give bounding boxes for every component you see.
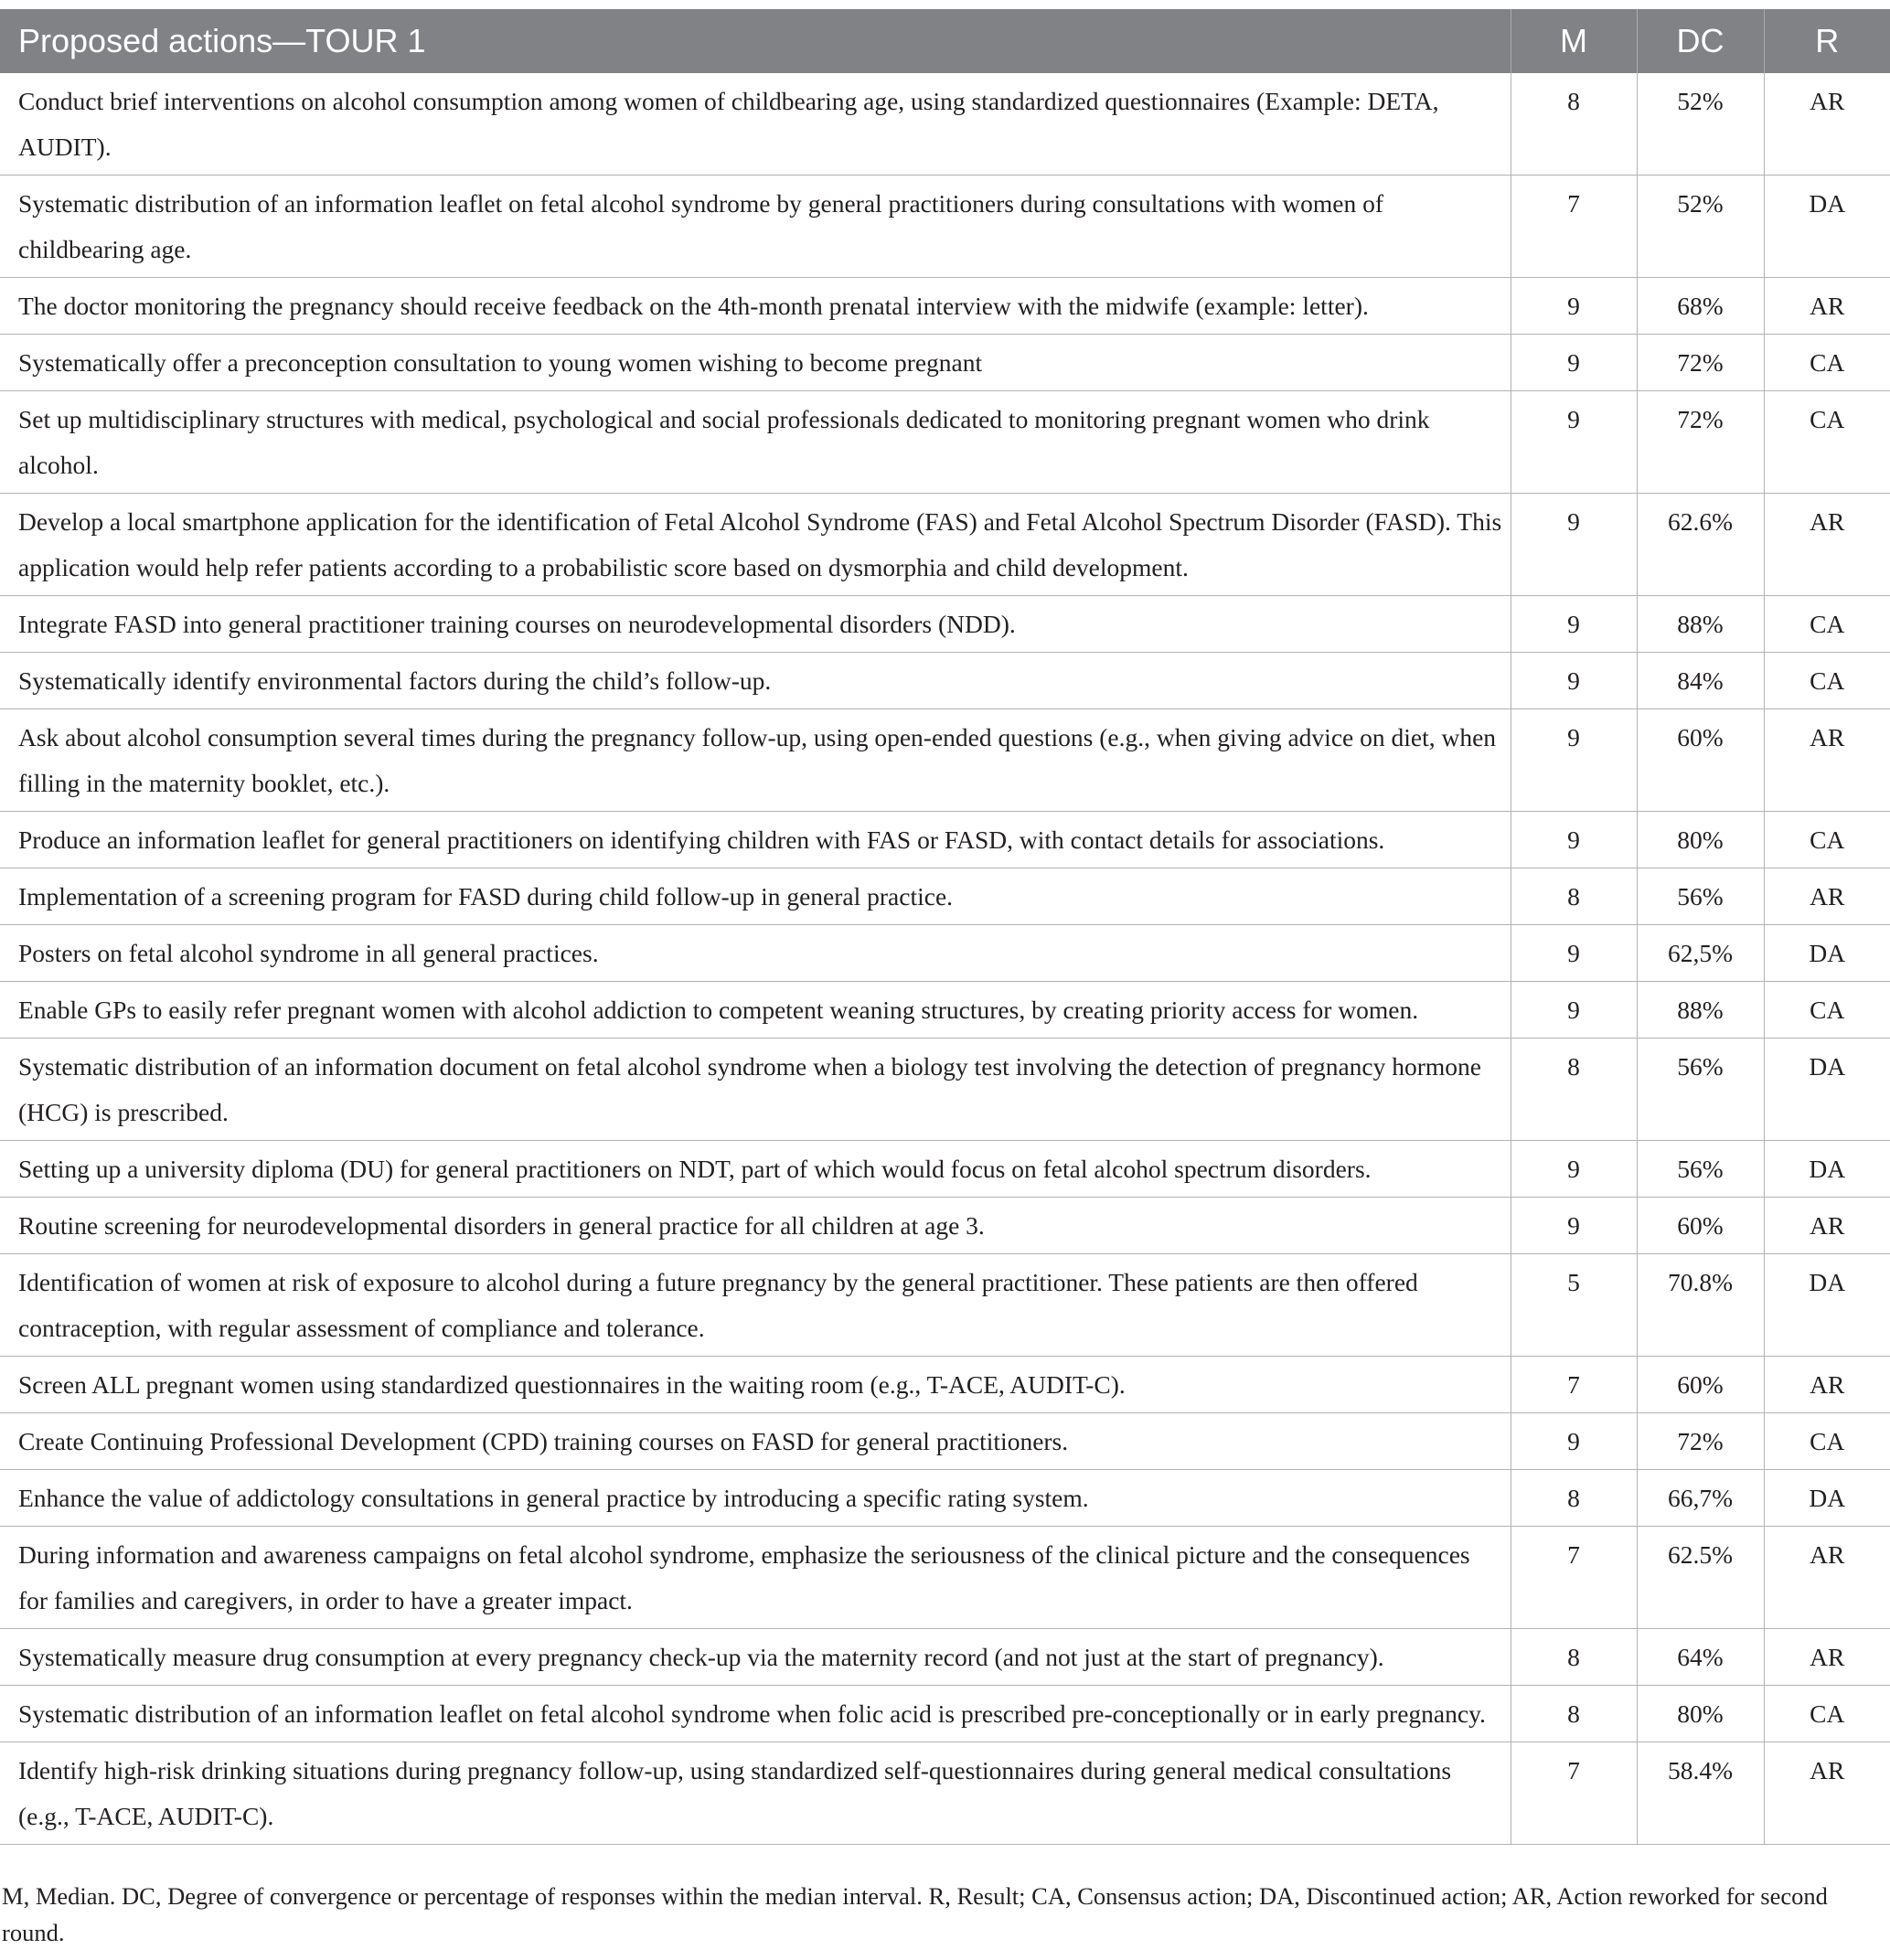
median-cell: 9 [1511,1198,1637,1254]
result-cell: AR [1764,1198,1890,1254]
action-cell: Systematic distribution of an information leaflet on fetal alcohol syndrome when folic acid is prescribed pre-conceptionally or in early pregnancy. [0,1686,1511,1742]
table-row [0,1629,1890,1686]
result-cell: CA [1764,335,1890,391]
table-row [0,868,1890,925]
convergence-cell: 68% [1637,278,1764,335]
table-header-row [0,9,1890,73]
convergence-cell: 62.5% [1637,1527,1764,1629]
action-cell: Systematic distribution of an information document on fetal alcohol syndrome when a biology test involving the detection of pregnancy hormone (HCG) is prescribed. [0,1039,1511,1141]
median-cell: 9 [1511,1413,1637,1470]
table-row [0,278,1890,335]
convergence-cell: 72% [1637,391,1764,494]
convergence-cell: 70.8% [1637,1254,1764,1357]
convergence-cell: 60% [1637,1198,1764,1254]
table-row [0,1470,1890,1527]
header-degree-of-convergence: DC [1637,9,1764,73]
result-cell: AR [1764,1742,1890,1845]
action-cell: During information and awareness campaigns on fetal alcohol syndrome, emphasize the seriousness of the clinical picture and the consequences for families and caregivers, in order to have a greater impact. [0,1527,1511,1629]
table-row [0,653,1890,709]
action-cell: Enhance the value of addictology consultations in general practice by introducing a specific rating system. [0,1470,1511,1527]
header-result: R [1764,9,1890,73]
median-cell: 8 [1511,1470,1637,1527]
action-cell: Integrate FASD into general practitioner training courses on neurodevelopmental disorders (NDD). [0,596,1511,653]
action-cell: Enable GPs to easily refer pregnant women with alcohol addiction to competent weaning structures, by creating priority access for women. [0,982,1511,1039]
action-cell: Identify high-risk drinking situations during pregnancy follow-up, using standardized self-questionnaires during general medical consultations (e.g., T-ACE, AUDIT-C). [0,1742,1511,1845]
result-cell: CA [1764,1413,1890,1470]
median-cell: 9 [1511,812,1637,868]
result-cell: AR [1764,1357,1890,1413]
convergence-cell: 80% [1637,812,1764,868]
result-cell: CA [1764,982,1890,1039]
result-cell: AR [1764,709,1890,812]
result-cell: DA [1764,1254,1890,1357]
proposed-actions-table [0,9,1890,1845]
table-row [0,1039,1890,1141]
median-cell: 9 [1511,982,1637,1039]
convergence-cell: 84% [1637,653,1764,709]
result-cell: AR [1764,494,1890,596]
result-cell: CA [1764,596,1890,653]
result-cell: CA [1764,1686,1890,1742]
median-cell: 9 [1511,278,1637,335]
median-cell: 9 [1511,494,1637,596]
result-cell: AR [1764,73,1890,176]
results-table-container [0,9,1890,1845]
action-cell: Routine screening for neurodevelopmental disorders in general practice for all children at age 3. [0,1198,1511,1254]
convergence-cell: 66,7% [1637,1470,1764,1527]
median-cell: 7 [1511,1742,1637,1845]
convergence-cell: 56% [1637,868,1764,925]
median-cell: 8 [1511,73,1637,176]
table-row [0,1413,1890,1470]
action-cell: Systematically identify environmental factors during the child’s follow-up. [0,653,1511,709]
action-cell: Posters on fetal alcohol syndrome in all general practices. [0,925,1511,982]
median-cell: 9 [1511,709,1637,812]
result-cell: CA [1764,391,1890,494]
table-row [0,73,1890,176]
action-cell: The doctor monitoring the pregnancy should receive feedback on the 4th-month prenatal interview with the midwife (example: letter). [0,278,1511,335]
median-cell: 9 [1511,1141,1637,1198]
table-row [0,1141,1890,1198]
action-cell: Create Continuing Professional Development (CPD) training courses on FASD for general practitioners. [0,1413,1511,1470]
action-cell: Systematically measure drug consumption at every pregnancy check-up via the maternity record (and not just at the start of pregnancy). [0,1629,1511,1686]
action-cell: Implementation of a screening program for FASD during child follow-up in general practice. [0,868,1511,925]
convergence-cell: 60% [1637,1357,1764,1413]
convergence-cell: 80% [1637,1686,1764,1742]
action-cell: Develop a local smartphone application for the identification of Fetal Alcohol Syndrome (FAS) and Fetal Alcohol Spectrum Disorder (FASD). This application would help refer patients according to a probabilistic score based on dysmorphia and child development. [0,494,1511,596]
action-cell: Identification of women at risk of exposure to alcohol during a future pregnancy by the general practitioner. These patients are then offered contraception, with regular assessment of compliance and tolerance. [0,1254,1511,1357]
convergence-cell: 88% [1637,982,1764,1039]
table-row [0,391,1890,494]
median-cell: 5 [1511,1254,1637,1357]
table-footnote: M, Median. DC, Degree of convergence or percentage of responses within the median interval. R, Result; CA, Consensus action; DA, Discontinued action; AR, Action reworked for second round. [2,1882,1828,1946]
action-cell: Ask about alcohol consumption several times during the pregnancy follow-up, using open-ended questions (e.g., when giving advice on diet, when filling in the maternity booklet, etc.). [0,709,1511,812]
median-cell: 9 [1511,653,1637,709]
convergence-cell: 62,5% [1637,925,1764,982]
action-cell: Systematic distribution of an information leaflet on fetal alcohol syndrome by general practitioners during consultations with women of childbearing age. [0,176,1511,278]
convergence-cell: 52% [1637,176,1764,278]
action-cell: Conduct brief interventions on alcohol consumption among women of childbearing age, using standardized questionnaires (Example: DETA, AUDIT). [0,73,1511,176]
table-row [0,1357,1890,1413]
median-cell: 8 [1511,1039,1637,1141]
table-row [0,1686,1890,1742]
action-cell: Produce an information leaflet for general practitioners on identifying children with FAS or FASD, with contact details for associations. [0,812,1511,868]
result-cell: DA [1764,176,1890,278]
median-cell: 7 [1511,1527,1637,1629]
median-cell: 9 [1511,391,1637,494]
median-cell: 8 [1511,1629,1637,1686]
table-row [0,1198,1890,1254]
result-cell: DA [1764,925,1890,982]
table-row [0,982,1890,1039]
result-cell: DA [1764,1470,1890,1527]
convergence-cell: 62.6% [1637,494,1764,596]
convergence-cell: 60% [1637,709,1764,812]
convergence-cell: 88% [1637,596,1764,653]
table-row [0,335,1890,391]
convergence-cell: 72% [1637,1413,1764,1470]
table-row [0,812,1890,868]
header-median: M [1511,9,1637,73]
table-row [0,1254,1890,1357]
median-cell: 9 [1511,335,1637,391]
table-row [0,925,1890,982]
result-cell: AR [1764,868,1890,925]
table-row [0,596,1890,653]
convergence-cell: 56% [1637,1039,1764,1141]
convergence-cell: 56% [1637,1141,1764,1198]
result-cell: DA [1764,1141,1890,1198]
result-cell: AR [1764,1629,1890,1686]
table-row [0,494,1890,596]
median-cell: 8 [1511,1686,1637,1742]
table-row [0,1527,1890,1629]
convergence-cell: 58.4% [1637,1742,1764,1845]
convergence-cell: 52% [1637,73,1764,176]
median-cell: 9 [1511,925,1637,982]
result-cell: AR [1764,278,1890,335]
median-cell: 7 [1511,176,1637,278]
convergence-cell: 72% [1637,335,1764,391]
convergence-cell: 64% [1637,1629,1764,1686]
median-cell: 7 [1511,1357,1637,1413]
action-cell: Systematically offer a preconception consultation to young women wishing to become pregnant [0,335,1511,391]
result-cell: AR [1764,1527,1890,1629]
result-cell: CA [1764,812,1890,868]
table-row [0,1742,1890,1845]
table-body [0,73,1890,1845]
action-cell: Set up multidisciplinary structures with medical, psychological and social professionals dedicated to monitoring pregnant women who drink alcohol. [0,391,1511,494]
action-cell: Setting up a university diploma (DU) for general practitioners on NDT, part of which would focus on fetal alcohol spectrum disorders. [0,1141,1511,1198]
result-cell: DA [1764,1039,1890,1141]
header-proposed-actions: Proposed actions—TOUR 1 [0,9,1511,73]
median-cell: 9 [1511,596,1637,653]
table-row [0,709,1890,812]
action-cell: Screen ALL pregnant women using standardized questionnaires in the waiting room (e.g., T-ACE, AUDIT-C). [0,1357,1511,1413]
table-row [0,176,1890,278]
result-cell: CA [1764,653,1890,709]
median-cell: 8 [1511,868,1637,925]
